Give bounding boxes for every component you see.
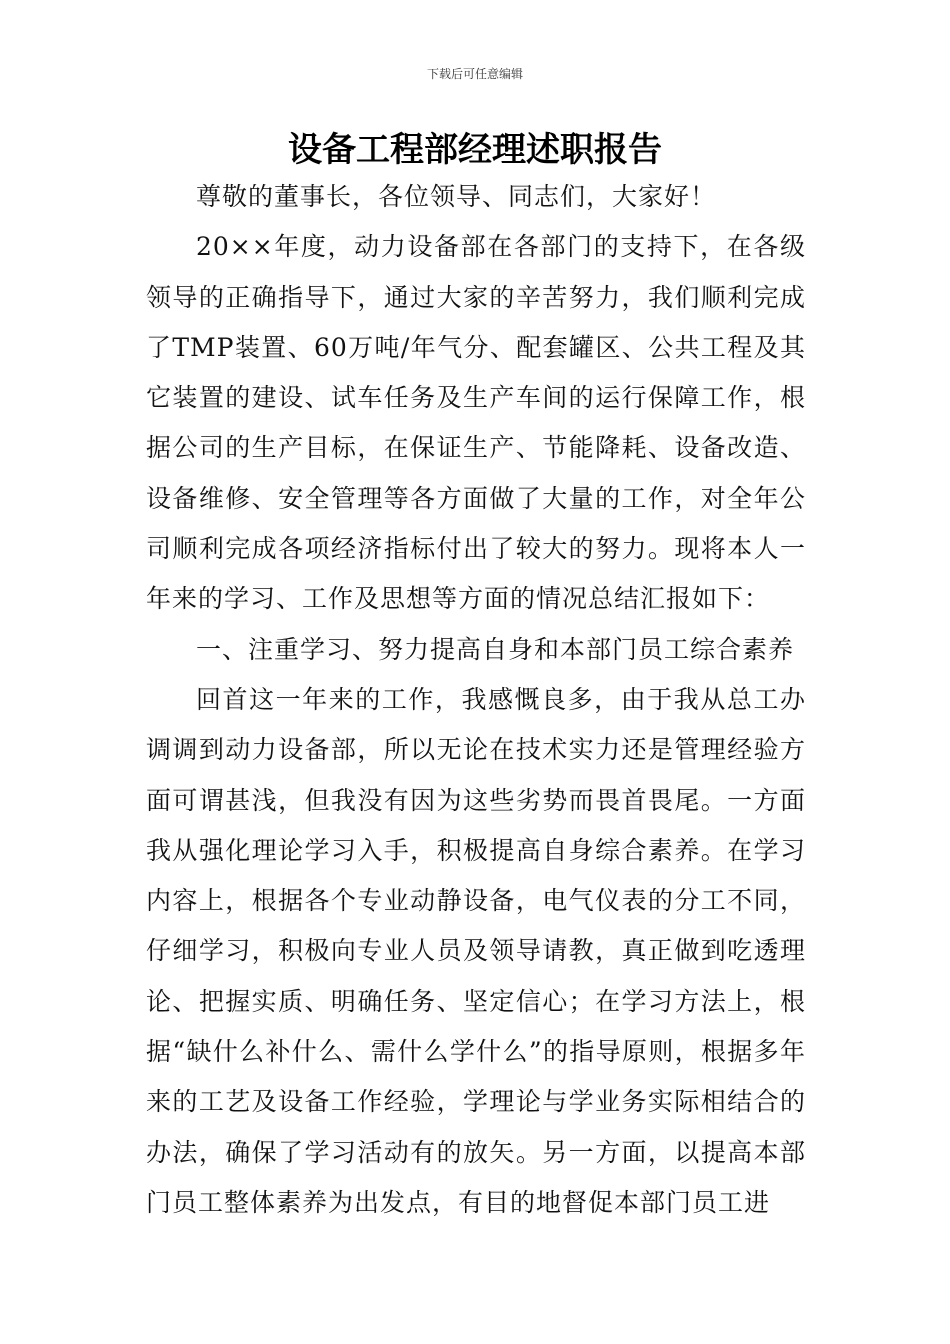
intro-paragraph: 20××年度，动力设备部在各部门的支持下，在各级领导的正确指导下，通过大家的辛苦努力，我们顺利完成了TMP装置、60万吨/年气分、配套罐区、公共工程及其它装置的建设、试车任务及生产车间的运行保障工作，根据公司的生产目标，在保证生产、节能降耗、设备改造、设备维修、安全管理等各方面做了大量的工作，对全年公司顺利完成各项经济指标付出了较大的努力。现将本人一年来的学习、工作及思想等方面的情况总结汇报如下： xyxy=(146,232,806,614)
document-body xyxy=(146,172,806,1228)
body-paragraph: 回首这一年来的工作，我感慨良多，由于我从总工办调调到动力设备部，所以无论在技术实力还是管理经验方面可谓甚浅，但我没有因为这些劣势而畏首畏尾。一方面我从强化理论学习入手，积极提高自身综合素养。在学习内容上，根据各个专业动静设备，电气仪表的分工不同，仔细学习，积极向专业人员及领导请教，真正做到吃透理论、把握实质、明确任务、坚定信心；在学习方法上，根据“缺什么补什么、需什么学什么”的指导原则，根据多年来的工艺及设备工作经验，学理论与学业务实际相结合的办法，确保了学习活动有的放矢。另一方面，以提高本部门员工整体素养为出发点，有目的地督促本部门员工进 xyxy=(146,684,806,1217)
section-heading: 一、注重学习、努力提高自身和本部门员工综合素养 xyxy=(196,634,795,664)
header-note: 下载后可任意编辑 xyxy=(426,67,523,81)
greeting-paragraph: 尊敬的董事长，各位领导、同志们，大家好！ xyxy=(196,182,717,211)
document-title: 设备工程部经理述职报告 xyxy=(288,130,662,170)
